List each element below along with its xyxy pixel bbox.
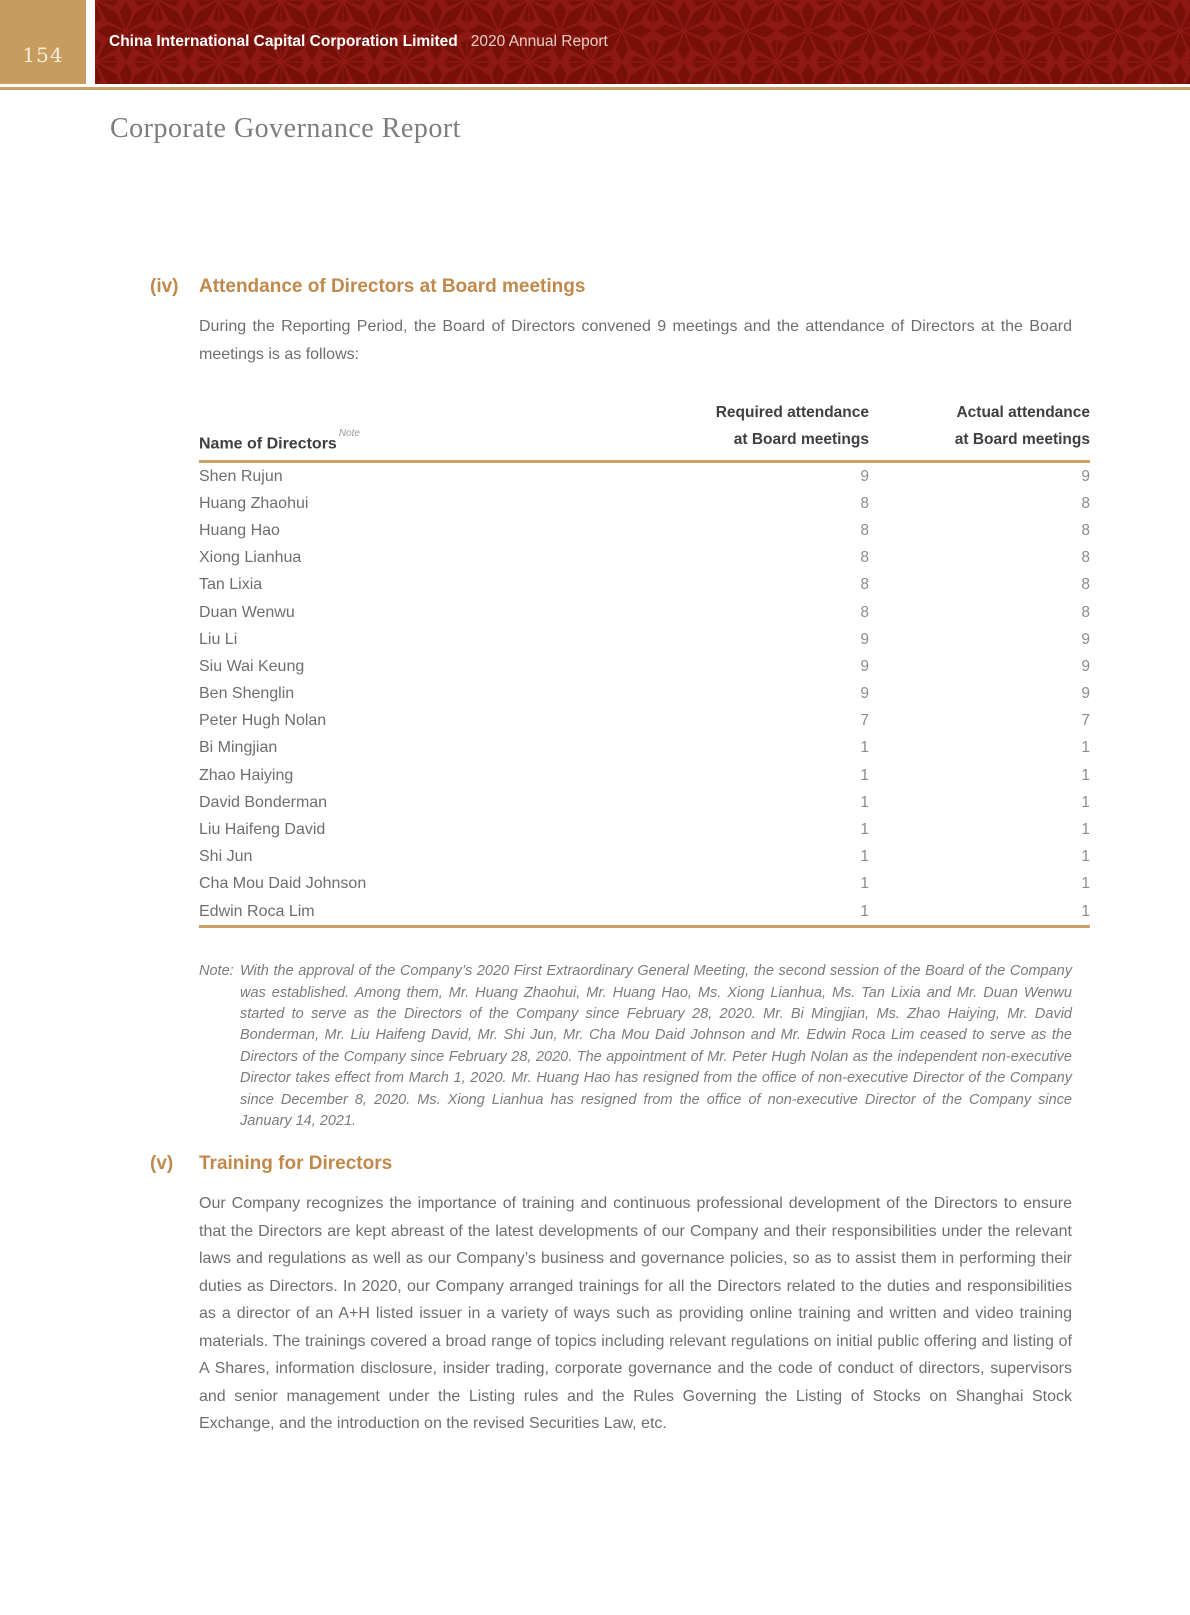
training-paragraph: Our Company recognizes the importance of training and continuous professional development of the Directors to ensure that the Directors are kept abreast of the latest developments of our Company and their responsibilities under the relevant laws and regulations as well as our Company’s business and governance policies, so as to assist them in performing their duties as Directors. In 2020, our Company arranged trainings for all the Directors related to the duties and responsibilities as a director of an A+H listed issuer in a variety of ways such as providing online training and written and video training materials. The trainings covered a broad range of topics including relevant regulations on initial public offering and listing of A Shares, information disclosure, insider trading, corporate governance and the code of conduct of directors, supervisors and senior management under the Listing rules and the Rules Governing the Listing of Stocks on Shanghai Stock Exchange, and the introduction on the revised Securities Law, etc. (199, 1195, 1072, 1433)
table-row (199, 844, 1090, 871)
section-v-heading: Training for Directors (199, 1153, 393, 1175)
director-name: Zhao Haiying (199, 766, 294, 784)
required-attendance: 8 (860, 521, 869, 539)
director-name: Liu Haifeng David (199, 821, 326, 839)
actual-attendance: 8 (1081, 494, 1090, 512)
attendance-intro-paragraph: During the Reporting Period, the Board of Directors convened 9 meetings and the attendance of Directors at the Board meetings is as follows: (199, 318, 1072, 363)
required-attendance: 7 (860, 712, 869, 730)
table-row (199, 762, 1090, 789)
director-name: Cha Mou Daid Johnson (199, 875, 367, 893)
actual-attendance: 9 (1081, 685, 1090, 703)
attendance-table-body (199, 462, 1090, 927)
section-iv-heading: Attendance of Directors at Board meetings (199, 276, 586, 297)
table-row (199, 898, 1090, 927)
actual-attendance: 1 (1081, 739, 1090, 757)
table-row (199, 545, 1090, 572)
section-attendance (150, 276, 1190, 1132)
actual-column-header: Actual attendance at Board meetings (869, 399, 1090, 462)
required-attendance: 1 (860, 821, 869, 839)
required-attendance: 1 (860, 793, 869, 811)
actual-attendance: 7 (1081, 712, 1090, 730)
director-name: Huang Hao (199, 521, 280, 539)
director-name: Edwin Roca Lim (199, 898, 619, 927)
name-column-header: Name of Directors$^{Note}$ (199, 399, 619, 462)
actual-attendance: 9 (1081, 467, 1090, 485)
table-row (199, 681, 1090, 708)
table-row (199, 789, 1090, 816)
header-divider (0, 87, 1190, 90)
note-label: Note: (199, 963, 234, 980)
required-attendance: 1 (860, 875, 869, 893)
director-name: Siu Wai Keung (199, 657, 305, 675)
actual-attendance: 8 (1081, 521, 1090, 539)
actual-attendance: 8 (1081, 549, 1090, 567)
director-name: Tan Lixia (199, 576, 263, 594)
required-attendance: 8 (860, 549, 869, 567)
table-row (199, 816, 1090, 843)
table-row (199, 599, 1090, 626)
page-number: 154 (22, 43, 64, 67)
director-name: Liu Li (199, 630, 238, 648)
table-row (199, 517, 1090, 544)
table-row (199, 871, 1090, 898)
actual-attendance: 9 (1081, 657, 1090, 675)
required-attendance: 9 (860, 630, 869, 648)
director-name: Huang Zhaohui (199, 494, 309, 512)
required-attendance: 9 (860, 685, 869, 703)
actual-attendance: 9 (1081, 630, 1090, 648)
page-title: Corporate Governance Report (110, 113, 461, 144)
actual-attendance: 1 (1081, 766, 1090, 784)
actual-attendance: 1 (1081, 848, 1090, 866)
note-text: With the approval of the Company’s 2020 First Extraordinary General Meeting, the second session of the Board of the Company was established. Among them, Mr. Huang Zhaohui, Mr. Huang Hao, Ms. Xiong Lianhua, Ms. Tan Lixia and Mr. Duan Wenwu started to serve as the Directors of the Company since February 28, 2020. Mr. Bi Mingjian, Ms. Zhao Haiying, Mr. David Bonderman, Mr. Liu Haifeng David, Mr. Shi Jun, Mr. Cha Mou Daid Johnson and Mr. Edwin Roca Lim ceased to serve as the Directors of the Company since February 28, 2020. The appointment of Mr. Peter Hugh Nolan as the independent non-executive Director takes effect from March 1, 2020. Mr. Huang Hao has resigned from the office of non-executive Director of the Company since December 8, 2020. Ms. Xiong Lianhua has resigned from the office of non-executive Director of the Company since January 14, 2021. (240, 963, 1072, 1130)
page-content (150, 276, 1190, 1438)
director-name: Ben Shenglin (199, 685, 295, 703)
required-attendance: 8 (860, 494, 869, 512)
actual-attendance: 1 (1081, 875, 1090, 893)
required-attendance: 8 (860, 603, 869, 621)
required-attendance: 1 (860, 848, 869, 866)
required-attendance: 1 (860, 766, 869, 784)
director-name: Xiong Lianhua (199, 549, 302, 567)
attendance-table (199, 399, 1090, 928)
director-name: Shi Jun (199, 848, 253, 866)
required-attendance: 9 (860, 467, 869, 485)
actual-attendance: 8 (1081, 603, 1090, 621)
required-attendance: 8 (860, 576, 869, 594)
required-attendance: 9 (860, 657, 869, 675)
table-row (199, 462, 1090, 491)
actual-attendance: 1 (1081, 821, 1090, 839)
section-v-label: (v) (150, 1153, 174, 1175)
actual-attendance: 1 (1081, 793, 1090, 811)
director-name: David Bonderman (199, 793, 328, 811)
table-row (199, 572, 1090, 599)
table-row (199, 708, 1090, 735)
table-row (199, 490, 1090, 517)
required-attendance: 1 (619, 898, 869, 927)
table-row (199, 735, 1090, 762)
required-column-header: Required attendance at Board meetings (619, 399, 869, 462)
company-name: China International Capital Corporation Limited (109, 33, 458, 50)
actual-attendance: 8 (1081, 576, 1090, 594)
section-training (150, 1153, 1190, 1438)
report-edition: 2020 Annual Report (470, 33, 608, 50)
page-number-box (0, 0, 86, 84)
table-row (199, 626, 1090, 653)
page-header (0, 0, 1190, 91)
director-name: Peter Hugh Nolan (199, 712, 327, 730)
note-superscript: Note (338, 427, 360, 439)
section-iv-label: (iv) (150, 276, 179, 297)
actual-attendance: 1 (869, 898, 1090, 927)
table-row (199, 653, 1090, 680)
director-name: Bi Mingjian (199, 739, 278, 757)
table-note (199, 961, 1072, 1132)
director-name: Shen Rujun (199, 467, 283, 485)
header-banner (95, 0, 1190, 84)
director-name: Duan Wenwu (199, 603, 295, 621)
required-attendance: 1 (860, 739, 869, 757)
